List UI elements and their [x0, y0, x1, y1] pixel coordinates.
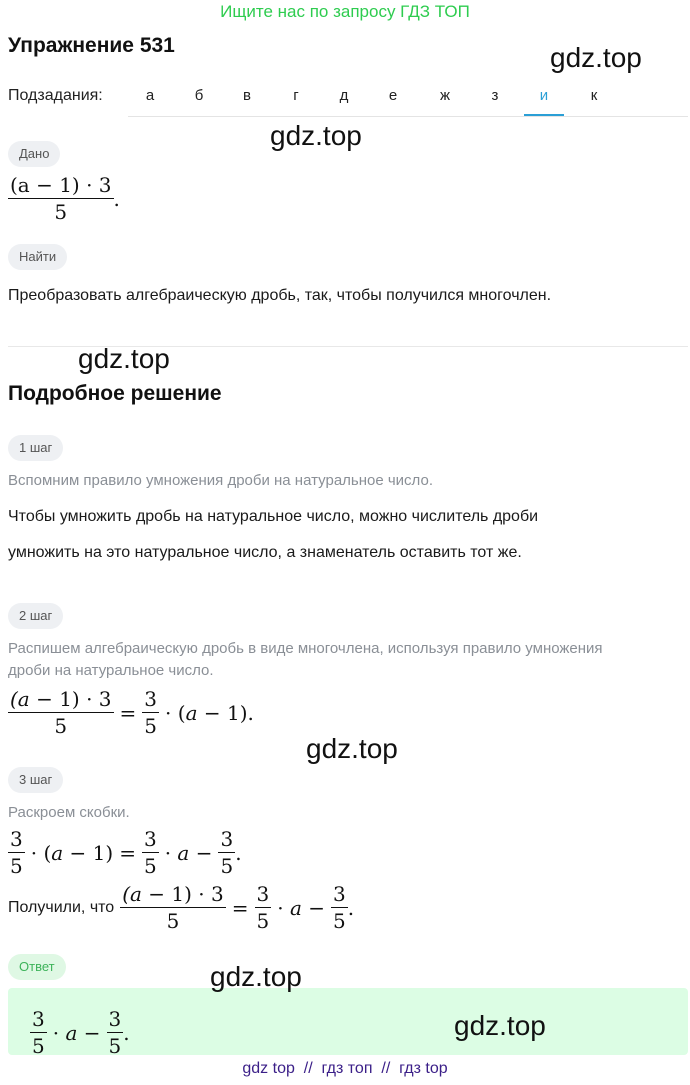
step2-hint-line1: Распишем алгебраическую дробь в виде многочлена, используя правило умножения — [8, 640, 603, 657]
watermark: gdz.top — [78, 343, 170, 374]
fraction-denominator: 5 — [54, 200, 68, 224]
tab-k[interactable]: к — [590, 87, 598, 104]
tab-d[interactable]: д — [339, 87, 349, 104]
subtask-tabs — [128, 78, 688, 117]
step2-hint-line2: дроби на натуральное число. — [8, 662, 214, 679]
page-title: Упражнение 531 — [8, 34, 175, 57]
watermark: gdz.top — [550, 42, 642, 73]
tab-e[interactable]: е — [388, 87, 398, 104]
step3-equation: $\frac{3}{5}$ · (a − 1) = $\frac{3}{5}$ · a − $\frac{3}{5}$ . — [10, 827, 242, 878]
subtasks-label: Подзадания: — [8, 87, 103, 104]
fraction-numerator: (a − 1) · 3 — [10, 173, 112, 197]
tab-b[interactable]: б — [194, 87, 204, 104]
find-badge: Найти — [8, 244, 67, 270]
find-text: Преобразовать алгебраическую дробь, так, чтобы получился многочлен. — [8, 287, 552, 304]
tab-zh[interactable]: ж — [439, 87, 451, 104]
tab-i[interactable]: и — [524, 78, 564, 116]
watermark: gdz.top — [454, 1010, 546, 1041]
step1-line2: умножить на это натуральное число, а знаменатель оставить тот же. — [8, 544, 522, 561]
watermark: gdz.top — [306, 733, 398, 764]
step3-hint: Раскроем скобки. — [8, 804, 130, 821]
step3-result: Получили, что $\frac{(a - 1) \cdot 3}{5}$ = $\frac{3}{5}$ · a − $\frac{3}{5}$ . — [8, 882, 355, 933]
tab-z[interactable]: з — [491, 87, 499, 104]
answer-badge: Ответ — [8, 954, 66, 980]
step1-badge: 1 шаг — [8, 435, 63, 461]
tab-v[interactable]: в — [243, 87, 251, 104]
step2-badge: 2 шаг — [8, 603, 63, 629]
tab-a[interactable]: а — [145, 87, 155, 104]
answer-expression: $\frac{3}{5}$ · a − $\frac{3}{5}$ . — [32, 1007, 130, 1058]
step2-equation: $\frac{(a - 1) \cdot 3}{5}$ = $\frac{3}{5}$ · (a − 1). — [10, 687, 254, 738]
result-prefix: Получили, что — [8, 898, 115, 916]
step1-hint: Вспомним правило умножения дроби на натуральное число. — [8, 472, 433, 489]
given-badge: Дано — [8, 141, 60, 167]
step3-badge: 3 шаг — [8, 767, 63, 793]
tab-g[interactable]: г — [293, 87, 299, 104]
footer-links[interactable]: gdz top // гдз топ // гдз top — [242, 1060, 448, 1077]
given-expression: $\frac{(a - 1) \cdot 3}{5}$ . — [10, 173, 120, 224]
step1-line1: Чтобы умножить дробь на натуральное число, можно числитель дроби — [8, 508, 539, 525]
solution-title: Подробное решение — [8, 382, 222, 405]
watermark: gdz.top — [270, 120, 362, 151]
watermark: gdz.top — [210, 961, 302, 992]
search-hint-link[interactable]: Ищите нас по запросу ГДЗ ТОП — [220, 2, 470, 21]
